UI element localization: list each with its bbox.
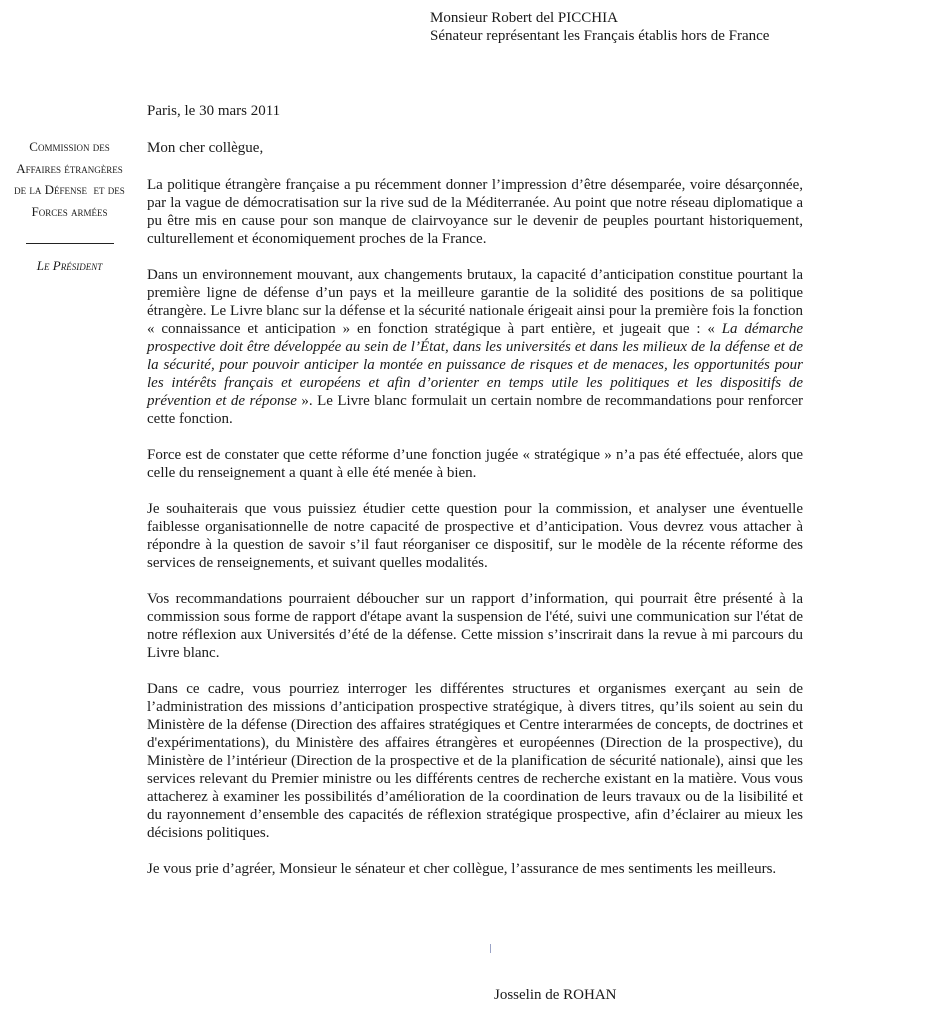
paragraph-2 <box>147 266 803 428</box>
paragraph-6: Dans ce cadre, vous pourriez interroger les différentes structures et organismes exerçant au sein de l’administration des missions d’anticipation prospective stratégique, à divers titres, qu’ils soient au sein du Ministère de la défense (Direction des affaires stratégiques et Centre interarmées de concepts, de doctrines et d'expérimentations), du Ministère des affaires étrangères et européennes (Direction de la prospective), du Ministère de l’intérieur (Direction de la prospective et de la planification de sécurité nationale), ainsi que les services relevant du Premier ministre ou les différents centres de recherche existant en la matière. Vous vous attacherez à examiner les possibilités d’amélioration de la coordination de leurs travaux ou de la lisibilité et du rayonnement d’ensemble des capacités de réflexion stratégique prospective, afin d’éclairer au mieux les décisions politiques. <box>147 681 803 841</box>
closing-paragraph: Je vous prie d’agréer, Monsieur le sénateur et cher collègue, l’assurance de mes sentiments les meilleurs. <box>147 861 777 877</box>
letterhead-sidebar <box>0 136 139 274</box>
letterhead-divider <box>26 243 114 244</box>
salutation: Mon cher collègue, <box>147 140 264 156</box>
letter-date: Paris, le 30 mars 2011 <box>147 103 281 119</box>
recipient-address <box>430 9 790 45</box>
paragraph-3: Force est de constater que cette réforme d’une fonction jugée « stratégique » n’a pas été effectuée, alors que celle du renseignement a quant à elle été menée à bien. <box>147 447 803 481</box>
org-line-4: Forces armées <box>31 204 108 220</box>
org-line-1: Commission des <box>29 139 110 154</box>
livre-blanc-quote: La démarche prospective doit être développée au sein de l’État, dans les universités et dans les milieux de la défense et de la sécurité, pour pouvoir anticiper la montée en puissance de risques et de menaces, les opportunités pour les intérêts français et européens et afin d’orienter en temps utile les politiques et les dispositifs de prévention et de réponse <box>147 321 803 409</box>
org-line-3: de la Défense et des <box>14 182 125 198</box>
letter-body <box>147 102 803 896</box>
paragraph-4: Je souhaiterais que vous puissiez étudier cette question pour la commission, et analyser une éventuelle faiblesse organisationnelle de notre capacité de prospective et d’anticipation. Vous devrez vous attacher à répondre à la question de savoir s’il faut réorganiser ce dispositif, sur le modèle de la récente réforme des services de renseignements, et suivant quelles modalités. <box>147 501 803 571</box>
org-line-2: Affaires étrangères <box>16 160 123 176</box>
paragraph-2-outro: ». Le Livre blanc formulait un certain nombre de recommandations pour renforcer cette fonction. <box>147 393 803 427</box>
recipient-name: Monsieur Robert del PICCHIA <box>430 10 618 26</box>
paragraph-2-intro: Dans un environnement mouvant, aux changements brutaux, la capacité d’anticipation constitue pourtant la première ligne de défense d’un pays et la meilleure garantie de la solidité des positions de sa politique étrangère. Le Livre blanc sur la défense et la sécurité nationale érigeait ainsi pour la première fois la fonction « connaissance et anticipation » en fonction stratégique à part entière, et jugeait que : « <box>147 267 803 337</box>
signature-mark <box>490 944 491 953</box>
paragraph-1: La politique étrangère française a pu récemment donner l’impression d’être désemparée, voire désarçonnée, par la vague de démocratisation sur la rive sud de la Méditerranée. Au point que notre réseau diplomatique a pu être mis en cause pour son manque de clairvoyance sur le devenir de peuples pourtant historiquement, culturellement et économiquement proches de la France. <box>147 177 803 247</box>
recipient-title: Sénateur représentant les Français établis hors de France <box>430 28 770 44</box>
president-role: Le Président <box>36 257 103 273</box>
signature-name: Josselin de ROHAN <box>494 987 617 1003</box>
paragraph-5: Vos recommandations pourraient déboucher sur un rapport d’information, qui pourrait être présenté à la commission sous forme de rapport d'étape avant la suspension de l'été, suivi une communication sur l'état de notre réflexion aux Universités d’été de la défense. Cette mission s’inscrirait dans la revue à mi parcours du Livre blanc. <box>147 591 803 661</box>
